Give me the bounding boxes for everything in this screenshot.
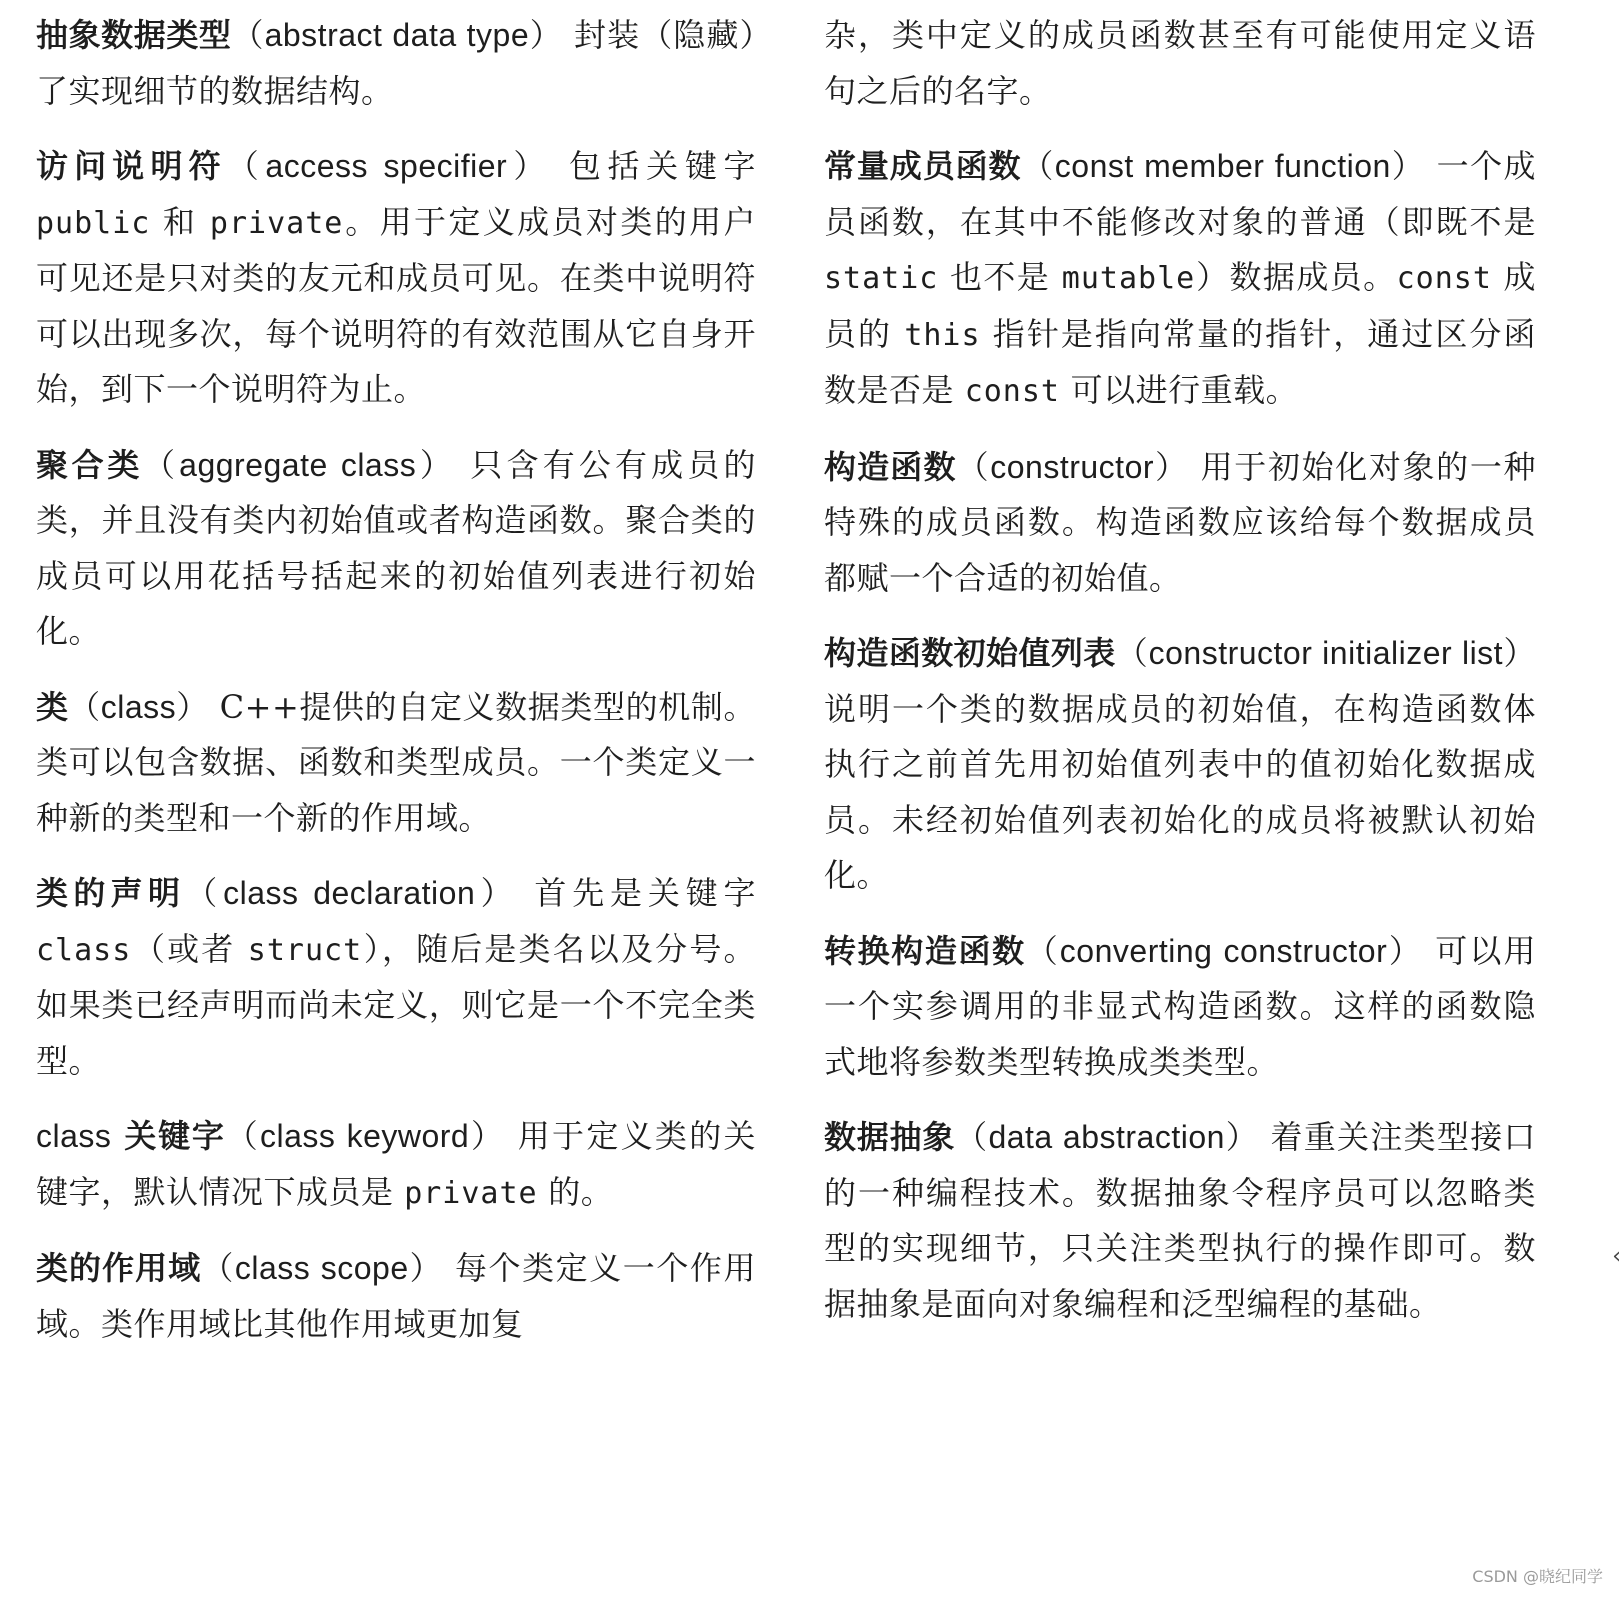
definition: 封装（隐藏）了实现细节的数据结构。 [36, 16, 756, 110]
glossary-entry-class-scope-continued [824, 8, 1536, 119]
definition: C++提供的自定义数据类型的机制。类可以包含数据、函数和类型成员。一个类定义一种新的类型和一个新的作用域。 [36, 687, 756, 837]
definition-text: 用于定义类的关键字，默认情况下成员是 [36, 1117, 756, 1211]
term-en: （const member function） [1021, 148, 1426, 184]
definition-text: 指针是指向常量的指针，通过区分函数是否是 [824, 314, 1536, 409]
glossary-entry-aggregate-class [36, 438, 756, 660]
glossary-entry-constructor [824, 440, 1536, 607]
term-zh: 聚合类 [36, 445, 143, 484]
code-keyword: struct [247, 932, 363, 968]
term-prefix-en: class [36, 1118, 112, 1154]
glossary-entry-class [36, 680, 756, 847]
right-column [824, 8, 1536, 1352]
definition: 着重关注类型接口的一种编程技术。数据抽象令程序员可以忽略类型的实现细节，只关注类型执行的操作即可。数据抽象是面向对象编程和泛型编程的基础。 [824, 1118, 1536, 1323]
definition-text: 的。 [537, 1172, 614, 1211]
term-en: （data abstraction） [955, 1119, 1260, 1155]
definition-text: ）数据成员。 [1195, 258, 1397, 296]
definition: 只含有公有成员的类，并且没有类内初始值或者构造函数。聚合类的成员可以用花括号括起来的初始值列表进行初始化。 [36, 445, 756, 650]
glossary-entry-class-scope [36, 1241, 756, 1352]
definition-text: 包括关键字 [552, 147, 756, 185]
code-keyword: private [404, 1175, 538, 1211]
glossary-entry-class-keyword [36, 1109, 756, 1221]
code-keyword: public [36, 205, 151, 241]
definition: 可以用一个实参调用的非显式构造函数。这样的函数隐式地将参数类型转换成类类型。 [824, 931, 1536, 1081]
code-keyword: static [824, 261, 939, 296]
term-zh: 抽象数据类型 [36, 16, 232, 54]
term-zh: 转换构造函数 [824, 931, 1026, 970]
definition-text: 也不是 [938, 258, 1062, 296]
definition-text: 和 [150, 202, 210, 241]
term-en: （aggregate class） [142, 446, 457, 483]
term-zh: 访问说明符 [36, 147, 227, 185]
code-keyword: const [964, 374, 1060, 409]
glossary-entry-class-declaration [36, 866, 756, 1089]
glossary-entry-const-member-function [824, 139, 1536, 420]
term-en: （class） [68, 688, 209, 725]
definition-text: （或者 [131, 929, 248, 968]
glossary-entry-data-abstraction [824, 1110, 1536, 1332]
code-keyword: mutable [1061, 261, 1196, 296]
glossary-entry-access-specifier [36, 139, 756, 418]
term-en: （converting constructor） [1025, 932, 1423, 969]
code-keyword: private [209, 205, 344, 241]
definition: 说明一个类的数据成员的初始值，在构造函数体执行之前首先用初始值列表中的值初始化数据成员。未经初始值列表初始化的成员将被默认初始化。 [824, 689, 1536, 894]
watermark: CSDN @晓纪同学 [1472, 1567, 1603, 1586]
definition-text: 成员的 [824, 258, 1536, 353]
term-zh: 类 [36, 687, 69, 726]
code-keyword: const [1396, 261, 1492, 296]
term-zh: 常量成员函数 [824, 147, 1022, 185]
term-en: （class scope） [201, 1250, 444, 1286]
definition-text: 可以进行重载。 [1060, 371, 1299, 409]
code-keyword: this [904, 317, 981, 353]
definition-text: ），随后是类名以及分号。如果类已经声明而尚未定义，则它是一个不完全类型。 [36, 929, 756, 1080]
definition-text: 。用于定义成员对类的用户可见还是只对类的友元和成员可见。在类中说明符可以出现多次，每个说明符的有效范围从它自身开始，到下一个说明符为止。 [36, 202, 756, 408]
definition: 用于初始化对象的一种特殊的成员函数。构造函数应该给每个数据成员都赋一个合适的初始值。 [824, 447, 1536, 597]
term-zh: 类的作用域 [36, 1249, 202, 1287]
term-en: （class keyword） [225, 1118, 506, 1154]
term-en: （abstract data type） [231, 17, 563, 53]
term-en: （constructor initializer list） [1115, 635, 1536, 671]
definition-text: 一个成员函数，在其中不能修改对象的普通（即既不是 [824, 147, 1536, 241]
page-edge-mark: ‹ [1612, 1244, 1621, 1269]
left-column [36, 8, 756, 1372]
term-zh: 类的声明 [36, 874, 186, 912]
glossary-entry-constructor-initializer-list [824, 626, 1536, 904]
term-en: （class declaration） [185, 875, 519, 911]
glossary-entry-converting-constructor [824, 924, 1536, 1091]
term-zh: 数据抽象 [824, 1118, 956, 1156]
term-en: （constructor） [956, 448, 1189, 485]
definition: 每个类定义一个作用域。类作用域比其他作用域更加复 [36, 1249, 756, 1343]
term-zh: 关键字 [111, 1117, 226, 1155]
glossary-entry-abstract-data-type [36, 8, 756, 119]
definition-continuation: 杂，类中定义的成员函数甚至有可能使用定义语句之后的名字。 [824, 16, 1536, 110]
term-en: （access specifier） [226, 148, 553, 184]
definition-text: 首先是关键字 [518, 874, 756, 912]
term-zh: 构造函数 [824, 447, 957, 486]
code-keyword: class [36, 932, 132, 968]
term-zh: 构造函数初始值列表 [824, 634, 1116, 672]
